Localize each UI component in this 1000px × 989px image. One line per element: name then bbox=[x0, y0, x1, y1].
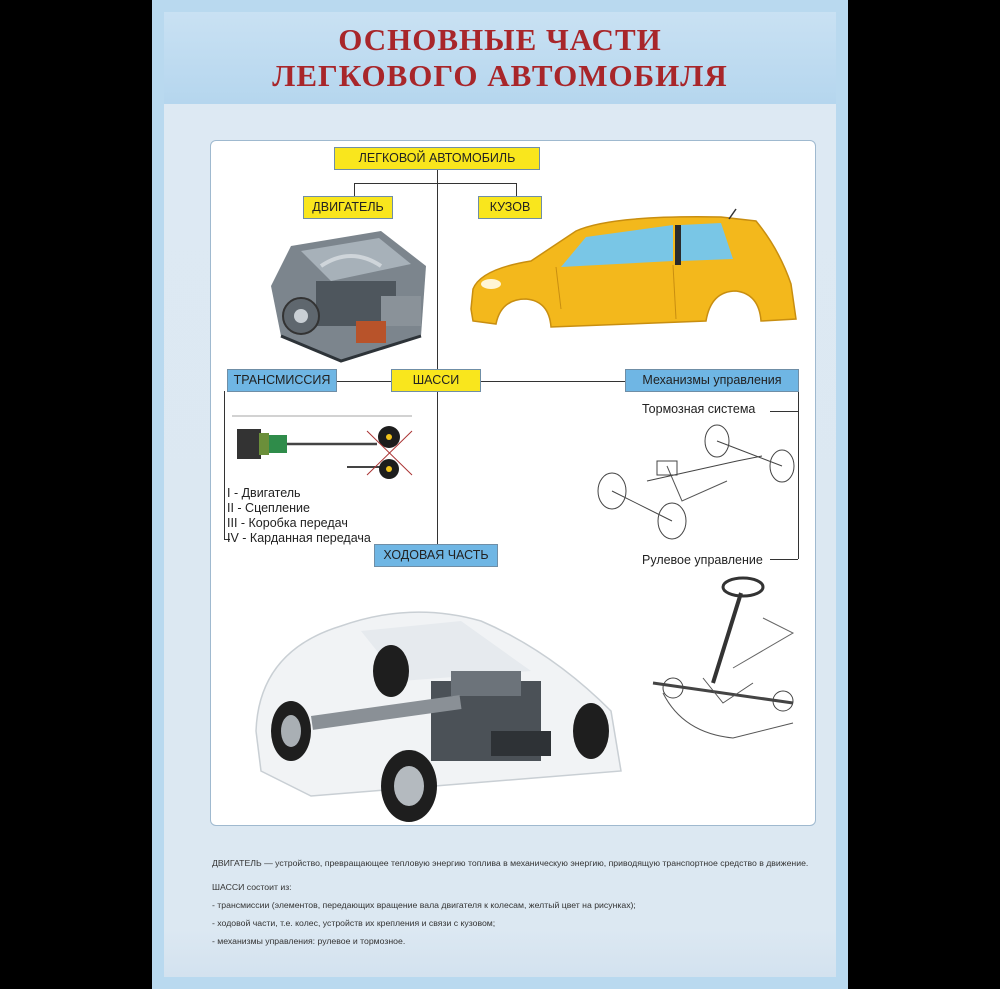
legend-engine: I - Двигатель bbox=[227, 486, 301, 500]
top-horizontal-connector bbox=[354, 183, 516, 184]
brake-system-illustration bbox=[587, 421, 807, 541]
engine-illustration bbox=[261, 226, 441, 366]
title-line-2: ЛЕГКОВОГО АВТОМОБИЛЯ bbox=[272, 58, 728, 93]
steering-illustration bbox=[643, 573, 803, 753]
brake-connector bbox=[770, 411, 798, 412]
label-brake-system: Тормозная система bbox=[642, 402, 756, 416]
desc-item-running-gear: - ходовой части, т.е. колес, устройств их крепления и связи с кузовом; bbox=[212, 918, 496, 928]
title-band bbox=[164, 12, 836, 104]
steering-connector bbox=[770, 559, 798, 560]
car-body-illustration bbox=[461, 209, 801, 339]
box-control-mechanisms: Механизмы управления bbox=[625, 369, 799, 392]
box-body: КУЗОВ bbox=[478, 196, 542, 219]
desc-item-controls: - механизмы управления: рулевое и тормозное. bbox=[212, 936, 406, 946]
desc-item-transmission: - трансмиссии (элементов, передающих вращение вала двигателя к колесам, желтый цвет на рисунках); bbox=[212, 900, 636, 910]
transmission-schematic bbox=[227, 411, 417, 481]
desc-chassis-intro: ШАССИ состоит из: bbox=[212, 882, 292, 892]
legend-clutch: II - Сцепление bbox=[227, 501, 310, 515]
diagram-panel bbox=[210, 140, 816, 826]
body-connector bbox=[516, 183, 517, 197]
legend-cardan: IV - Карданная передача bbox=[227, 531, 371, 545]
box-engine: ДВИГАТЕЛЬ bbox=[303, 196, 393, 219]
poster bbox=[152, 0, 848, 989]
engine-connector bbox=[354, 183, 355, 197]
box-chassis: ШАССИ bbox=[391, 369, 481, 392]
title-line-1: ОСНОВНЫЕ ЧАСТИ bbox=[338, 22, 662, 57]
legend-gearbox: III - Коробка передач bbox=[227, 516, 348, 530]
desc-engine-definition: ДВИГАТЕЛЬ — устройство, превращающее тепловую энергию топлива в механическую энергию, приводящую транспортное средство в движение. bbox=[212, 858, 809, 868]
transmission-bracket bbox=[224, 391, 225, 539]
label-steering: Рулевое управление bbox=[642, 553, 763, 567]
box-passenger-car: ЛЕГКОВОЙ АВТОМОБИЛЬ bbox=[334, 147, 540, 170]
poster-inner bbox=[164, 12, 836, 977]
box-transmission: ТРАНСМИССИЯ bbox=[227, 369, 337, 392]
box-running-gear: ХОДОВАЯ ЧАСТЬ bbox=[374, 544, 498, 567]
running-gear-illustration bbox=[251, 581, 631, 816]
